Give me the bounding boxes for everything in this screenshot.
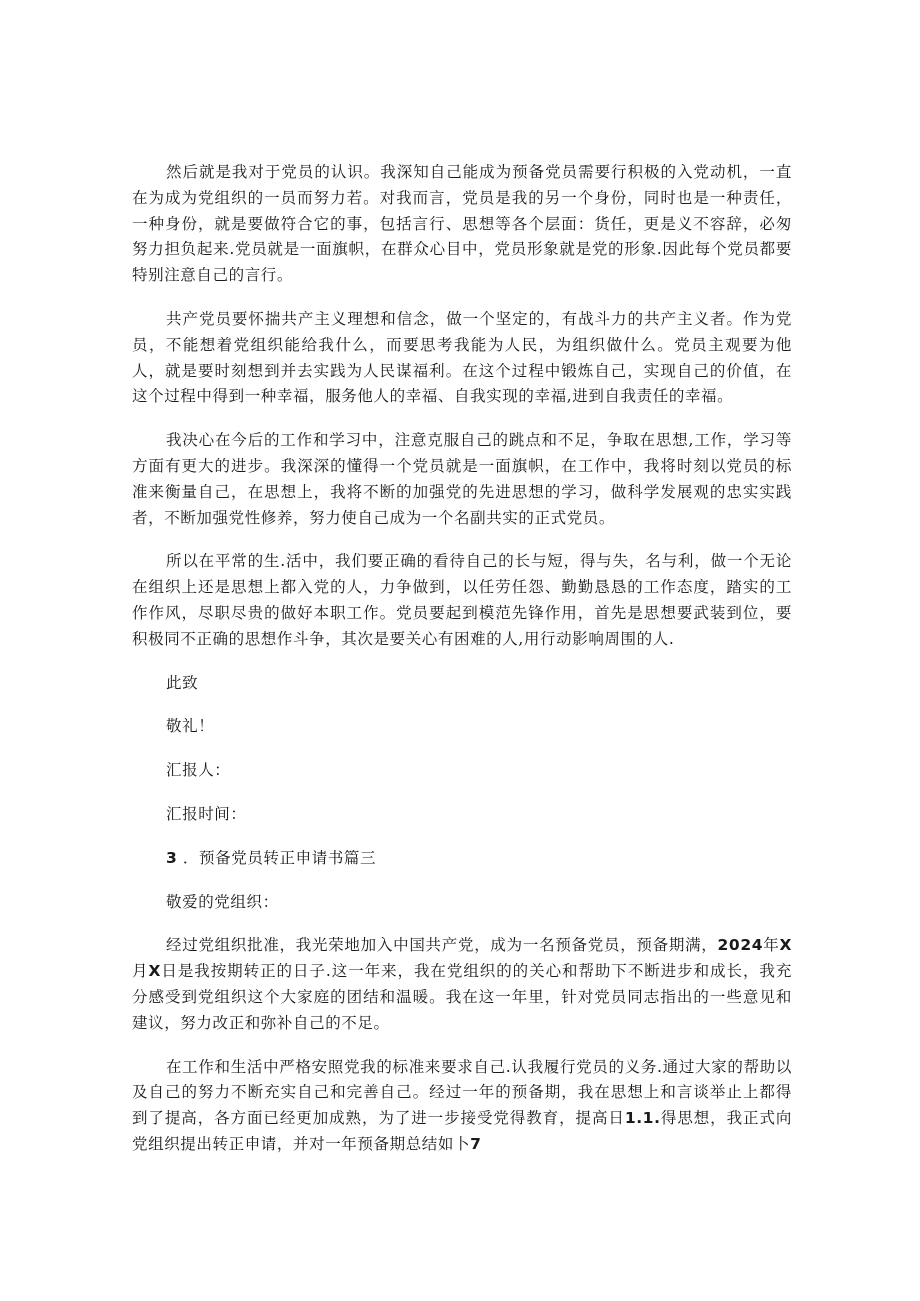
closing-ci-zhi: 此致 xyxy=(166,673,199,692)
approval-text-2: 年 xyxy=(763,936,780,955)
paragraph-daily-life: 所以在平常的生.活中，我们要正确的看待自己的长与短，得与失，名与利，做一个无论在组织上还是思想上都入党的人，力争做到，以任劳任怨、勤勤恳恳的工作态度，踏实的工作作风，尽职尽贵的做好本职工作。党员要起到模范先锋作用，首先是思想要武装到位，要积极同不正确的思想作斗争，其次是要关心有困难的人,用行动影响周围的人. xyxy=(132,552,792,648)
closing-jing-li: 敬礼！ xyxy=(166,717,215,736)
day-placeholder: X xyxy=(148,962,162,981)
approval-text-1: 经过党组织批准，我光荣地加入中国共产党，成为一名预备党员，预备期满， xyxy=(166,936,718,955)
paragraph-understanding-of-members: 然后就是我对于党员的认识。我深知自己能成为预备党员需要行积极的入党动机，一直在为成为党组织的一员而努力若。对我而言，党员是我的另一个身份，同时也是一种责任，一种身份，就是要做符合它的事，包括言行、思想等各个层面：货任，更是义不容辞，必匆努力担负起来.党员就是一面旗帜，在群众心目中，党员形象就是党的形象.因此每个党员都要特别注意自己的言行。 xyxy=(132,163,792,285)
section-heading xyxy=(166,846,792,872)
approval-text-4: 日是我按期转正的日子.这一年来，我在党组织的的关心和帮助下不断进步和成长，我充分感受到党组织这个大家庭的团结和温暖。我在这一年里，针对党员同志指出的一些意见和建议，努力改正和弥补自己的不足。 xyxy=(132,962,792,1032)
year-number: 2024 xyxy=(717,936,764,955)
work-text-2: 得思想，我正式向党组织提出转正申请，并对一年预备期总结如卜 xyxy=(132,1109,792,1153)
reporter-label: 汇报人： xyxy=(166,761,231,780)
work-text-1: 在工作和生活中严格安照党我的标准来要求自己.认我履行党员的义务.通过大家的帮助以及自己的努力不断充实自己和完善自己。经过一年的预备期，我在思想上和言谈举止上都得到了提高，各方面已经更加成熟，为了进一步接受党得教育，提高日 xyxy=(132,1057,792,1128)
paragraph-communist-ideals: 共产党员要怀揣共产主义理想和信念，做一个坚定的，有战斗力的共产主义者。作为党员，不能想着党组织能给我什么，而要思考我能为人民，为组织做什么。党员主观要为他人，就是要时刻想到并去实践为人民谋福利。在这个过程中锻炼自己，实现自己的价值，在这个过程中得到一种幸福，服务他人的幸福、自我实现的幸福,进到自我责任的幸福。 xyxy=(132,309,792,406)
inline-number: 1.1. xyxy=(624,1109,661,1128)
document-body xyxy=(132,160,792,1176)
section-number: 3 xyxy=(166,848,178,867)
approval-text-3: 月 xyxy=(132,962,149,981)
month-placeholder: X xyxy=(779,936,792,955)
paragraph-approval xyxy=(132,933,792,1036)
report-time-label: 汇报时间： xyxy=(166,804,247,823)
section-title: ．预备党员转正申请书篇三 xyxy=(182,848,377,867)
paragraph-work-and-life xyxy=(132,1055,792,1158)
trailing-number: 7 xyxy=(470,1134,482,1153)
paragraph-determination: 我决心在今后的工作和学习中，注意克服自己的跳点和不足，争取在思想,工作，学习等方面有更大的进步。我深深的懂得一个党员就是一面旗帜，在工作中，我将时刻以党员的标准来衡量自己，在思想上，我将不断的加强党的先进思想的学习，做科学发展观的忠实实践者，不断加强党性修养，努力使自己成为一个名副共实的正式党员。 xyxy=(132,431,792,527)
salutation: 敬爱的党组织： xyxy=(166,892,279,911)
